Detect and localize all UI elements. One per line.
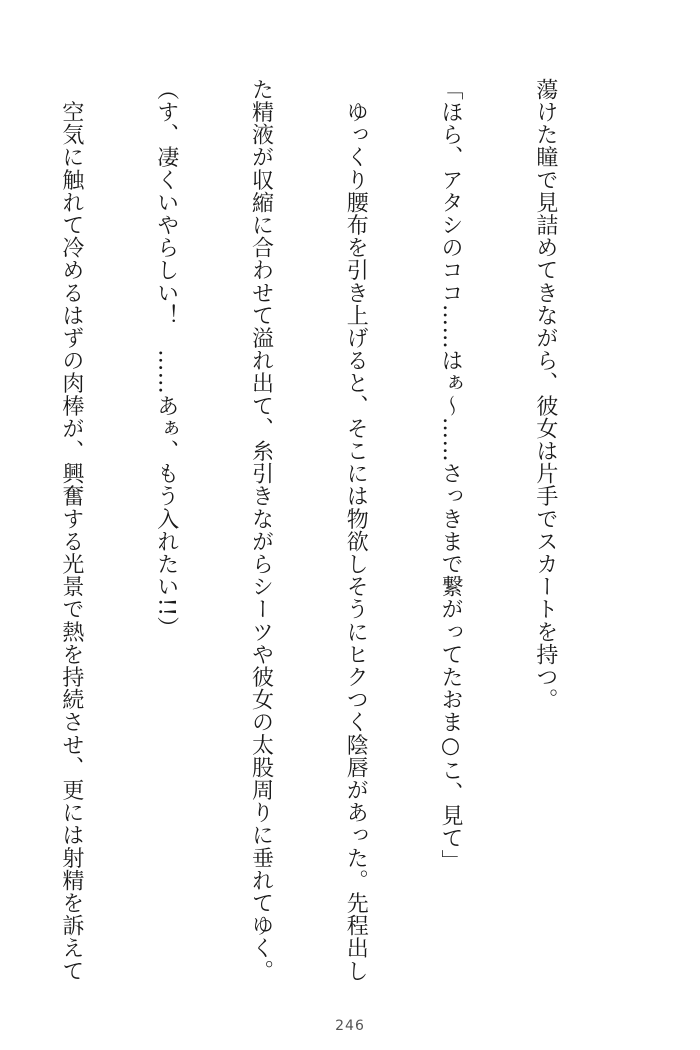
page-number: 246 bbox=[335, 1018, 365, 1034]
text-line: ゆっくり腰布を引き上げると、そこには物欲しそうにヒクつく陰唇があった。先程出し bbox=[343, 78, 369, 982]
vertical-text-block bbox=[44, 78, 624, 982]
text-line: た精液が収縮に合わせて溢れ出て、糸引きながらシーツや彼女の太股周りに垂れてゆく。 bbox=[248, 78, 274, 982]
text-line: 「ほら、アタシのココ……はぁ～……さっきまで繋がってたおま○こ、見て」 bbox=[438, 78, 464, 872]
text-line: 空気に触れて冷めるはずの肉棒が、興奮する光景で熱を持続させ、更には射精を訴えて bbox=[58, 78, 84, 982]
text-line: （す、凄くいやらしい！ ……あぁ、もう入れたい!!） bbox=[153, 78, 179, 640]
text-line: 蕩けた瞳で見詰めてきながら、彼女は片手でスカートを持つ。 bbox=[532, 78, 558, 711]
